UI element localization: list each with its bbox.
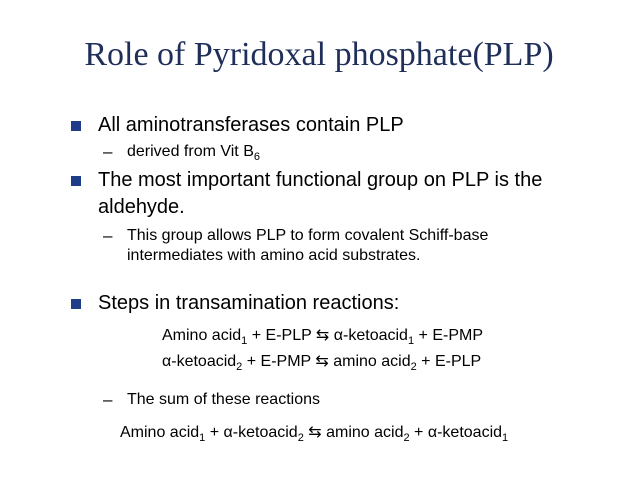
sub-bullet-text-line-1: This group allows PLP to form covalent Schiff-base [127,227,489,244]
dash-marker: – [103,390,113,409]
subscript: 1 [241,335,248,347]
bullet-text-line-2: aldehyde. [98,196,185,218]
sum-reaction [120,422,508,444]
sum-product-2: + α-ketoacid [409,424,503,441]
subscript: 6 [253,151,260,163]
reaction-1-product: α-ketoacid [329,327,408,344]
equilibrium-arrow-icon: ⇆ [315,327,330,344]
reaction-1-enzyme: + E-PLP [247,327,316,344]
bullet-marker [71,121,81,131]
reaction-2-reactant: α-ketoacid [162,353,237,370]
reaction-1-enzyme-product: + E-PMP [414,327,483,344]
dash-marker: – [103,226,113,245]
equilibrium-arrow-icon: ⇆ [303,424,327,441]
bullet-marker [71,176,81,186]
sub-bullet-text-line-2: intermediates with amino acid substrates. [127,247,421,264]
bullet-marker [71,299,81,309]
dash-marker: – [103,142,113,161]
sub-bullet-text [127,141,260,163]
subscript: 1 [199,432,206,444]
bullet-text-line-1: The most important functional group on PLP is the [98,169,543,191]
subscript: 1 [407,335,415,347]
equilibrium-arrow-icon: ⇆ [315,353,329,370]
sum-reactant-2: + α-ketoacid [205,424,298,441]
sum-product-1: amino acid [326,424,404,441]
subscript: 2 [236,361,243,373]
reaction-2-product: amino acid [328,353,411,370]
subscript: 2 [403,432,410,444]
bullet-text: All aminotransferases contain PLP [98,114,404,136]
sum-label: The sum of these reactions [127,391,320,408]
reaction-1-reactant: Amino acid [162,327,242,344]
bullet-text: Steps in transamination reactions: [98,292,400,314]
reaction-1 [162,325,483,347]
subscript: 1 [502,432,509,444]
reaction-2-enzyme: + E-PMP [242,353,316,370]
subscript: 2 [297,432,304,444]
slide-title: Role of Pyridoxal phosphate(PLP) [84,36,554,73]
reaction-2 [162,351,481,373]
sum-reactant-1: Amino acid [120,424,200,441]
sub-bullet-text-main: derived from Vit B [127,143,254,160]
reaction-2-enzyme-product: + E-PLP [416,353,482,370]
subscript: 2 [410,361,417,373]
